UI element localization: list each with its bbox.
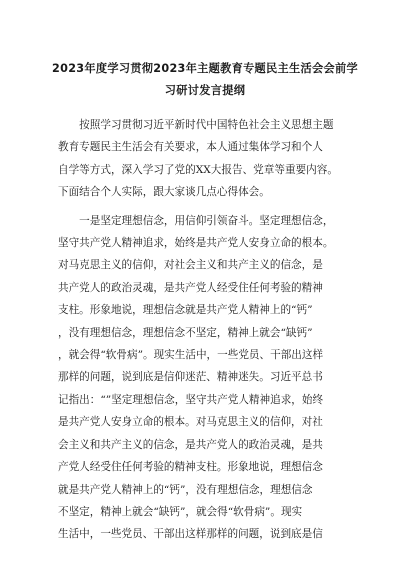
paragraph-intro [58, 114, 350, 204]
text-line: 一是坚定理想信念，用信仰引领奋斗。坚定理想信念， [58, 214, 334, 227]
text-line: 不坚定，精神上就会“缺钙”，就会得“软骨病”。现实 [58, 505, 303, 518]
text-line: 支柱。形象地说，理想信念就是共产党人精神上的“钙” [58, 304, 313, 317]
text-line: 记指出：“”坚定理想信念，坚守共产党人精神追求，始终 [58, 393, 324, 406]
text-line: 按照学习贯彻习近平新时代中国特色社会主义思想主题 [58, 119, 334, 131]
text-line: 生活中，一些党员、干部出这样那样的问题，说到底是信 [58, 528, 323, 541]
document-body [58, 114, 350, 546]
text-line: 坚守共产党人精神追求，始终是共产党人安身立命的根本。 [58, 237, 334, 250]
text-line: 下面结合个人实际，跟大家谈几点心得体会。 [58, 186, 270, 199]
text-line: ，就会得“软骨病”。现实生活中，一些党员、干部出这样 [58, 349, 324, 362]
text-line: 教育专题民主生活会有关要求，本人通过集体学习和个人 [58, 141, 323, 154]
document-title [50, 58, 360, 102]
text-line: 就是共产党人精神上的“钙”，没有理想信念，理想信念 [58, 483, 313, 496]
text-line: 是共产党人安身立命的根本。对马克思主义的信仰，对社 [58, 416, 323, 429]
text-line: 共产党人的政治灵魂，是共产党人经受住任何考验的精神 [58, 281, 323, 294]
title-line: 2023年度学习贯彻2023年主题教育专题民主生活会会前学 [52, 62, 358, 75]
text-line: ，没有理想信念，理想信念不坚定，精神上就会“缺钙” [58, 326, 313, 339]
text-line: 产党人经受住任何考验的精神支柱。形象地说，理想信念 [58, 461, 323, 474]
text-line: 自学等方式，深入学习了党的XX大报告、党章等重要内容。 [58, 163, 338, 176]
title-line: 习研讨发言提纲 [164, 84, 246, 97]
text-line: 那样的问题，说到底是信仰迷茫、精神迷失。习近平总书 [58, 371, 323, 384]
paragraph-point-one [58, 210, 350, 546]
text-line: 对马克思主义的信仰，对社会主义和共产主义的信念，是 [58, 259, 323, 272]
text-line: 会主义和共产主义的信念，是共产党人的政治灵魂，是共 [58, 438, 323, 451]
